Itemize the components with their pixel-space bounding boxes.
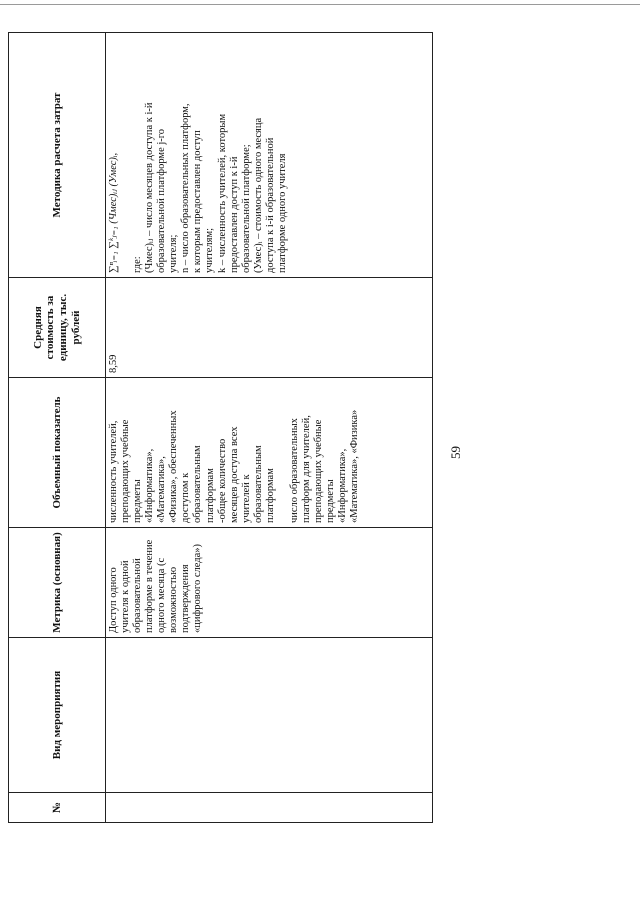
volume-line: доступом к bbox=[180, 472, 192, 523]
volume-line: «Физика», обеспеченных bbox=[168, 410, 180, 523]
volume-line-2: «Информатика», bbox=[337, 448, 349, 523]
volume-line-2: платформ для учителей, bbox=[300, 415, 312, 523]
cell-metric: Доступ одного учителя к одной образовательной платформе в течение одного месяца (с возможностью подтверждения «цифрового следа») bbox=[106, 528, 433, 638]
header-cost: Средняя стоимость за единицу, тыс. рублей bbox=[9, 278, 106, 378]
header-method: Методика расчета затрат bbox=[9, 33, 106, 278]
volume-line: -общее количество bbox=[216, 438, 228, 523]
volume-line: платформам bbox=[264, 468, 276, 523]
volume-line-2: преподающих учебные bbox=[313, 419, 324, 523]
volume-line: образовательным bbox=[192, 445, 204, 523]
method-line: к которым предоставлен доступ bbox=[192, 130, 204, 273]
method-line: где: bbox=[132, 256, 144, 273]
cost-table bbox=[8, 32, 433, 823]
method-formula: ∑ⁿᵢ₌₁ ∑ᵏⱼ₌₁ (Чмес)ᵢⱼ (Умес)ᵢ, bbox=[108, 152, 119, 273]
method-line: платформе одного учителя bbox=[276, 153, 288, 273]
volume-line: образовательным bbox=[252, 445, 264, 523]
cell-method bbox=[106, 33, 433, 278]
volume-line: численность учителей, bbox=[108, 420, 119, 523]
volume-line: платформам bbox=[204, 468, 216, 523]
header-activity: Вид мероприятия bbox=[9, 638, 106, 793]
method-line: учителя; bbox=[168, 234, 180, 273]
cell-activity bbox=[106, 638, 433, 793]
method-line: образовательной платформе; bbox=[240, 144, 252, 273]
table-header-row bbox=[9, 33, 106, 823]
cell-cost: 8,59 bbox=[106, 278, 433, 378]
method-line: доступа к i-й образовательной bbox=[264, 137, 276, 273]
method-line: (Умес)ᵢ – стоимость одного месяца bbox=[252, 117, 264, 273]
volume-line: месяцев доступа всех bbox=[228, 426, 240, 523]
volume-line-2: число образовательных bbox=[288, 418, 300, 523]
line-gap bbox=[120, 37, 132, 273]
method-line: n – число образовательных платформ, bbox=[180, 103, 192, 273]
volume-line-2: «Математика», «Физика» bbox=[349, 409, 361, 523]
volume-line-2: предметы bbox=[325, 479, 337, 523]
method-line: k – численность учителей, которым bbox=[216, 113, 228, 273]
method-line: учителям; bbox=[204, 227, 216, 273]
cell-number bbox=[106, 793, 433, 823]
volume-line: преподающих учебные bbox=[120, 419, 132, 523]
table-row bbox=[106, 33, 433, 823]
page-number: 59 bbox=[448, 446, 463, 459]
header-number: № bbox=[9, 793, 106, 823]
volume-line: предметы bbox=[132, 479, 144, 523]
method-line: образовательной платформе j-го bbox=[156, 128, 168, 273]
line-gap bbox=[277, 382, 289, 523]
method-line: (Чмес)ᵢⱼ – число месяцев доступа к i-й bbox=[144, 102, 156, 273]
header-volume: Объемный показатель bbox=[9, 378, 106, 528]
header-metric: Метрика (основная) bbox=[9, 528, 106, 638]
volume-line: «Математика», bbox=[156, 456, 168, 523]
cell-volume bbox=[106, 378, 433, 528]
method-line: предоставлен доступ к i-й bbox=[228, 156, 240, 273]
volume-line: учителей к bbox=[240, 474, 252, 523]
volume-line: «Информатика», bbox=[144, 448, 156, 523]
